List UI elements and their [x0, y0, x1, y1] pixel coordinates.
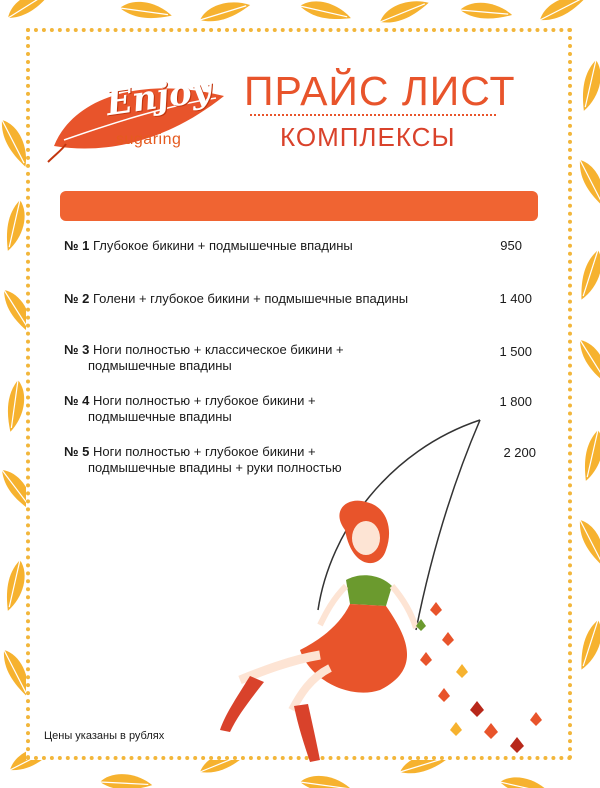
item-text-line2: подмышечные впадины	[88, 358, 232, 373]
item-text: Глубокое бикини + подмышечные впадины	[92, 238, 353, 253]
item-number: № 4	[64, 393, 90, 408]
item-price: 1 500	[499, 344, 532, 359]
price-item-2	[64, 291, 408, 307]
page-subtitle: КОМПЛЕКСЫ	[280, 122, 456, 152]
page-title: ПРАЙС ЛИСТ	[244, 68, 516, 114]
item-number: № 2	[64, 291, 90, 306]
item-text-line2: подмышечные впадины + руки полностью	[88, 460, 342, 475]
item-text-line2: подмышечные впадины	[88, 409, 232, 424]
item-text: Голени + глубокое бикини + подмышечные впадины	[92, 291, 409, 306]
item-price: 950	[500, 238, 522, 253]
item-number: № 1	[64, 238, 90, 253]
logo-subtitle: sugaring	[116, 131, 182, 148]
item-price: 2 200	[503, 445, 536, 460]
item-number: № 5	[64, 444, 90, 459]
price-item-3	[64, 342, 344, 374]
item-price: 1 400	[499, 291, 532, 306]
logo-word: Enjoy	[103, 69, 214, 125]
item-text: Ноги полностью + глубокое бикини +	[92, 444, 316, 459]
item-text: Ноги полностью + классическое бикини +	[92, 342, 344, 357]
woman-on-swing-illustration-icon	[180, 410, 580, 780]
header-bar	[60, 191, 538, 221]
item-number: № 3	[64, 342, 90, 357]
item-text: Ноги полностью + глубокое бикини +	[92, 393, 316, 408]
item-price: 1 800	[499, 394, 532, 409]
price-item-1	[64, 238, 353, 254]
title-divider	[250, 114, 496, 116]
footer-note: Цены указаны в рублях	[44, 730, 165, 742]
